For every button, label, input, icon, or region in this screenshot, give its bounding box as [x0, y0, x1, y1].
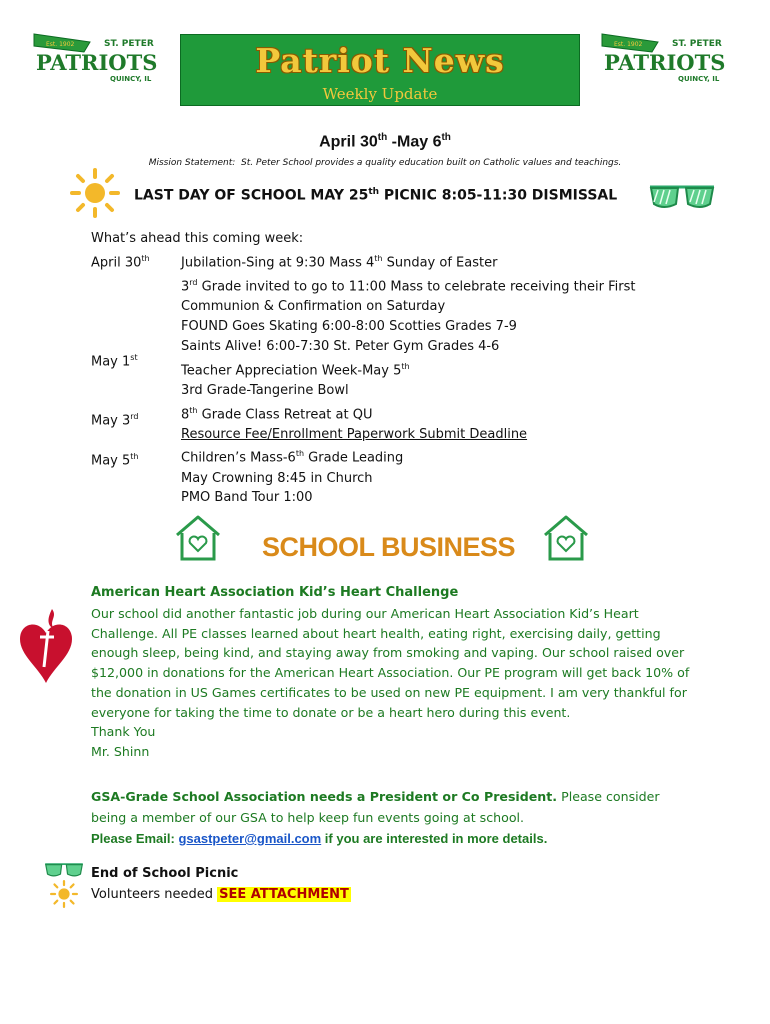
schedule-item: 3rd Grade-Tangerine Bowl	[181, 382, 349, 398]
schedule-item: 8th Grade Class Retreat at QU	[181, 405, 373, 422]
picnic-section	[91, 863, 351, 905]
date-range: April 30th -May 6th	[319, 132, 451, 151]
newsletter-banner	[180, 34, 580, 106]
schedule-item: 3rd Grade invited to go to 11:00 Mass to celebrate receiving their First	[181, 278, 636, 295]
schedule-heading: What’s ahead this coming week:	[91, 231, 304, 246]
newsletter-title: Patriot News	[255, 41, 505, 80]
picnic-text: Volunteers needed	[91, 887, 218, 902]
svg-text:Est. 1902: Est. 1902	[46, 41, 75, 48]
gsa-email-link[interactable]: gsastpeter@gmail.com	[178, 831, 322, 846]
see-attachment-highlight: SEE ATTACHMENT	[219, 887, 349, 902]
svg-text:ST. PETER: ST. PETER	[672, 39, 722, 49]
schedule-item: Children’s Mass-6th Grade Leading	[181, 449, 404, 466]
schedule-item: PMO Band Tour 1:00	[181, 490, 313, 506]
schedule-item: Saints Alive! 6:00-7:30 St. Peter Gym Grades 4-6	[181, 338, 500, 354]
gsa-title: GSA-Grade School Association needs a President or Co President.	[91, 789, 558, 804]
schedule-item: FOUND Goes Skating 6:00-8:00 Scotties Grades 7-9	[181, 319, 517, 335]
schedule-events	[181, 249, 635, 508]
aha-body: Our school did another fantastic job during our American Heart Association Kid’s Heart Challenge. All PE classes learned about heart health, eating right, exercising daily, getting enough sleep, being kind, and staying away from smoking and vaping. Our school raised over $12,000 in donations for the American Heart Association. Our PE program will get back 10% of the donation in US Games certificates to be used on new PE equipment. I am very thankful for everyone for taking the time to donate or be a heart hero during this event. Thank You Mr. Shinn	[91, 604, 691, 762]
mission-statement: Mission Statement: St. Peter School provides a quality education built on Catholic values and teachings.	[148, 158, 622, 168]
sunglasses-icon	[44, 862, 84, 878]
sunglasses-icon	[648, 184, 716, 210]
last-day-announcement: LAST DAY OF SCHOOL MAY 25th PICNIC 8:05-11:30 DISMISSAL	[134, 187, 618, 204]
svg-text:Est. 1902: Est. 1902	[614, 41, 643, 48]
schedule-item: Jubilation-Sing at 9:30 Mass 4th Sunday of Easter	[181, 254, 498, 271]
section-title-school-business: SCHOOL BUSINESS	[262, 532, 516, 562]
gsa-section: GSA-Grade School Association needs a President or Co President. Please consider being a member of our GSA to help keep fun events going at school. Please Email: gsastpeter@gmail.com if you are interested in more details.	[91, 789, 660, 846]
school-logo-left	[32, 30, 160, 90]
aha-signature: Mr. Shinn	[91, 743, 150, 759]
svg-text:PATRIOTS: PATRIOTS	[604, 50, 726, 75]
schedule-item: Resource Fee/Enrollment Paperwork Submit Deadline	[181, 426, 528, 442]
schedule-dates: April 30th May 1st May 3rd May 5th	[91, 254, 150, 469]
aha-title: American Heart Association Kid’s Heart Challenge	[91, 585, 459, 600]
logo-line1: ST. PETER	[104, 39, 154, 49]
picnic-title: End of School Picnic	[91, 866, 239, 881]
school-logo-right	[600, 30, 728, 90]
schedule-item: Communion & Confirmation on Saturday	[181, 299, 446, 315]
sun-icon	[50, 880, 78, 908]
logo-line2: PATRIOTS	[36, 50, 158, 75]
heart-torch-icon	[18, 607, 74, 685]
house-heart-icon	[172, 513, 224, 563]
house-heart-icon	[540, 513, 592, 563]
aha-thanks: Thank You	[91, 724, 156, 740]
schedule-item: May Crowning 8:45 in Church	[181, 470, 373, 486]
svg-text:QUINCY, IL: QUINCY, IL	[678, 75, 720, 83]
sun-icon	[70, 168, 120, 218]
logo-line3: QUINCY, IL	[110, 75, 152, 83]
newsletter-subtitle: Weekly Update	[322, 85, 438, 103]
schedule-item: Teacher Appreciation Week-May 5th	[181, 361, 410, 378]
